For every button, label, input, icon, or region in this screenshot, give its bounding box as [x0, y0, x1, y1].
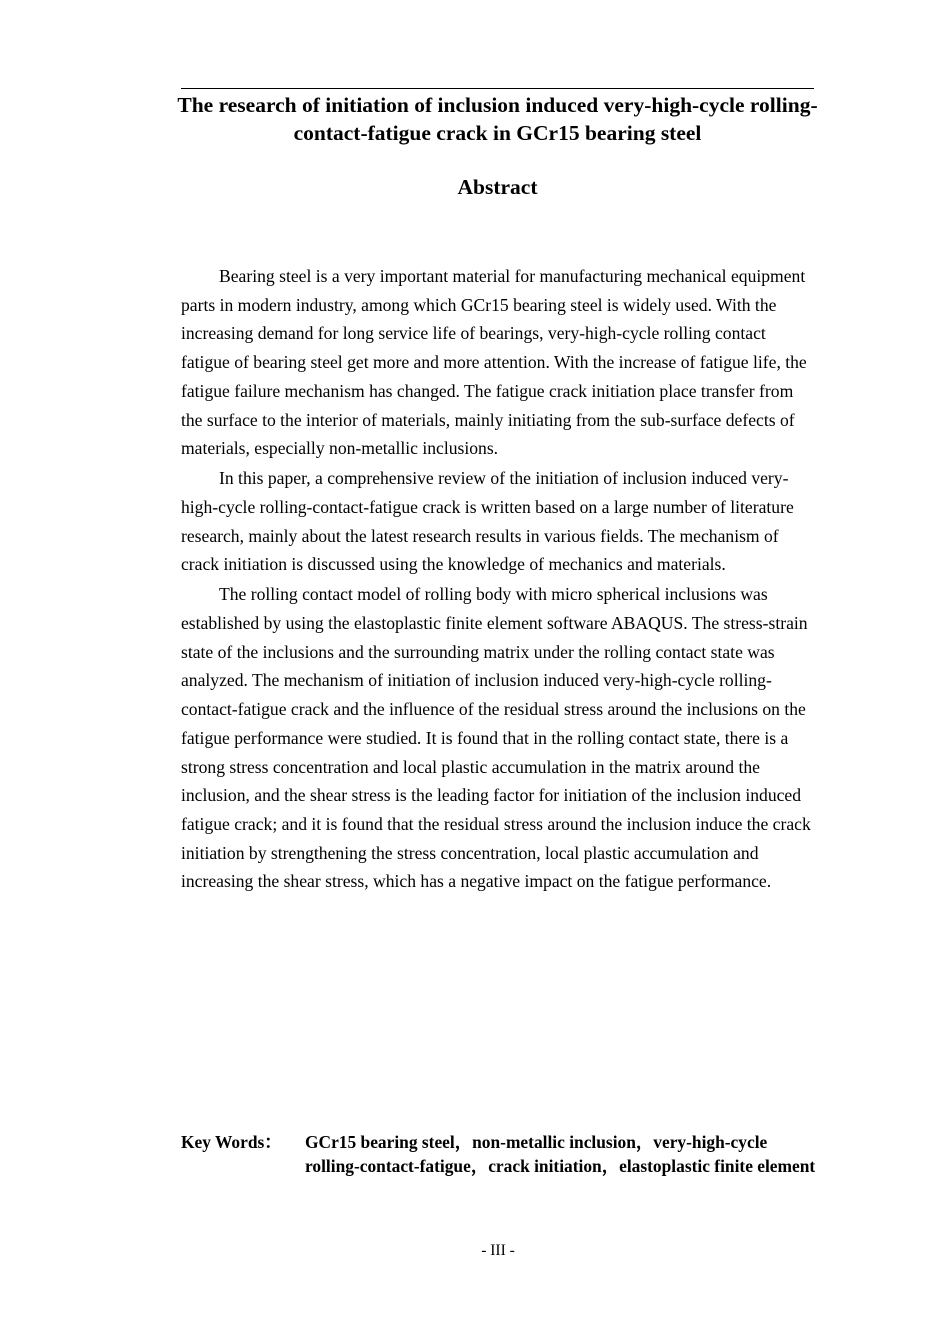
- keywords-label: Key Words：: [181, 1132, 282, 1152]
- abstract-heading: Abstract: [457, 175, 538, 199]
- abstract-paragraph-3: The rolling contact model of rolling body with micro spherical inclusions was established by using the elastoplastic finite element software ABAQUS. The stress-strain state of the inclusions and the surrounding matrix under the rolling contact state was analyzed. The mechanism of initiation of inclusion induced very-high-cycle rolling-contact-fatigue crack and the influence of the residual stress around the inclusions on the fatigue performance were studied. It is found that in the rolling contact state, there is a strong stress concentration and local plastic accumulation in the matrix around the inclusion, and the shear stress is the leading factor for initiation of the inclusion induced fatigue crack; and it is found that the residual stress around the inclusion induce the crack initiation by strengthening the stress concentration, local plastic accumulation and increasing the shear stress, which has a negative impact on the fatigue performance.: [181, 584, 811, 892]
- keywords-section: [181, 1131, 821, 1193]
- header-rule: [181, 88, 814, 89]
- abstract-paragraph-1: Bearing steel is a very important material for manufacturing mechanical equipment parts in modern industry, among which GCr15 bearing steel is widely used. With the increasing demand for long service life of bearings, very-high-cycle rolling contact fatigue of bearing steel get more and more attention. With the increase of fatigue life, the fatigue failure mechanism has changed. The fatigue crack initiation place transfer from the surface to the interior of materials, mainly initiating from the sub-surface defects of materials, especially non-metallic inclusions.: [181, 266, 807, 459]
- abstract-body: [181, 262, 815, 897]
- abstract-paragraph-2: In this paper, a comprehensive review of the initiation of inclusion induced very-high-cycle rolling-contact-fatigue crack is written based on a large number of literature research, mainly about the latest research results in various fields. The mechanism of crack initiation is discussed using the knowledge of mechanics and materials.: [181, 468, 794, 575]
- thesis-title: The research of initiation of inclusion induced very-high-cycle rolling-contact-fatigue crack in GCr15 bearing steel: [177, 93, 818, 145]
- keywords-list: GCr15 bearing steel，non-metallic inclusion，very-high-cycle rolling-contact-fatigue，crack initiation，elastoplastic finite element: [305, 1132, 816, 1176]
- page-number: - III -: [481, 1242, 515, 1259]
